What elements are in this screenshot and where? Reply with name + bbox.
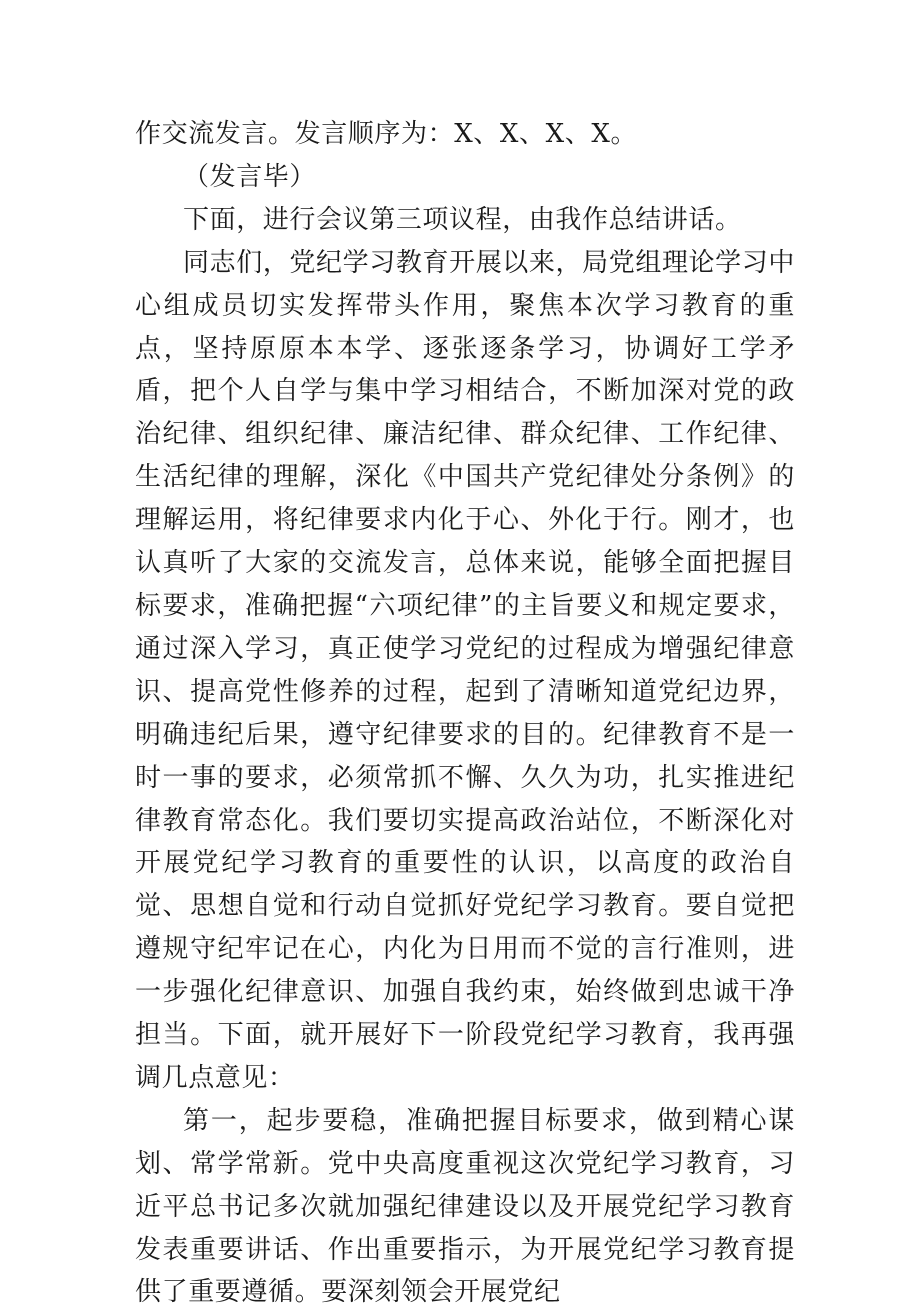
paragraph-speech-ended: （发言毕） [183,161,317,192]
paragraph-first-point: 第一，起步要稳，准确把握目标要求，做到精心谋划、常学常新。党中央高度重视这次党纪学习教育，习近平总书记多次就加强纪律建设以及开展党纪学习教育发表重要讲话、作出重要指示，为开展党纪学习教育提供了重要遵循。要深刻领会开展党纪 [135,1105,795,1308]
paragraph-agenda-item-three: 下面，进行会议第三项议程，由我作总结讲话。 [183,204,742,235]
document-body [135,113,795,1314]
paragraph-summary-speech: 同志们，党纪学习教育开展以来，局党组理论学习中心组成员切实发挥带头作用，聚焦本次学习教育的重点，坚持原原本本学、逐张逐条学习，协调好工学矛盾，把个人自学与集中学习相结合，不断加深对党的政治纪律、组织纪律、廉洁纪律、群众纪律、工作纪律、生活纪律的理解，深化《中国共产党纪律处分条例》的理解运用，将纪律要求内化于心、外化于行。刚才，也认真听了大家的交流发言，总体来说，能够全面把握目标要求，准确把握“六项纪律”的主旨要义和规定要求，通过深入学习，真正使学习党纪的过程成为增强纪律意识、提高党性修养的过程，起到了清晰知道党纪边界，明确违纪后果，遵守纪律要求的目的。纪律教育不是一时一事的要求，必须常抓不懈、久久为功，扎实推进纪律教育常态化。我们要切实提高政治站位，不断深化对开展党纪学习教育的重要性的认识，以高度的政治自觉、思想自觉和行动自觉抓好党纪学习教育。要自觉把遵规守纪牢记在心，内化为日用而不觉的言行准则，进一步强化纪律意识、加强自我约束，始终做到忠诚干净担当。下面，就开展好下一阶段党纪学习教育，我再强调几点意见： [135,247,795,1093]
paragraph-speaking-order: 作交流发言。发言顺序为：X、X、X、X。 [135,119,638,149]
